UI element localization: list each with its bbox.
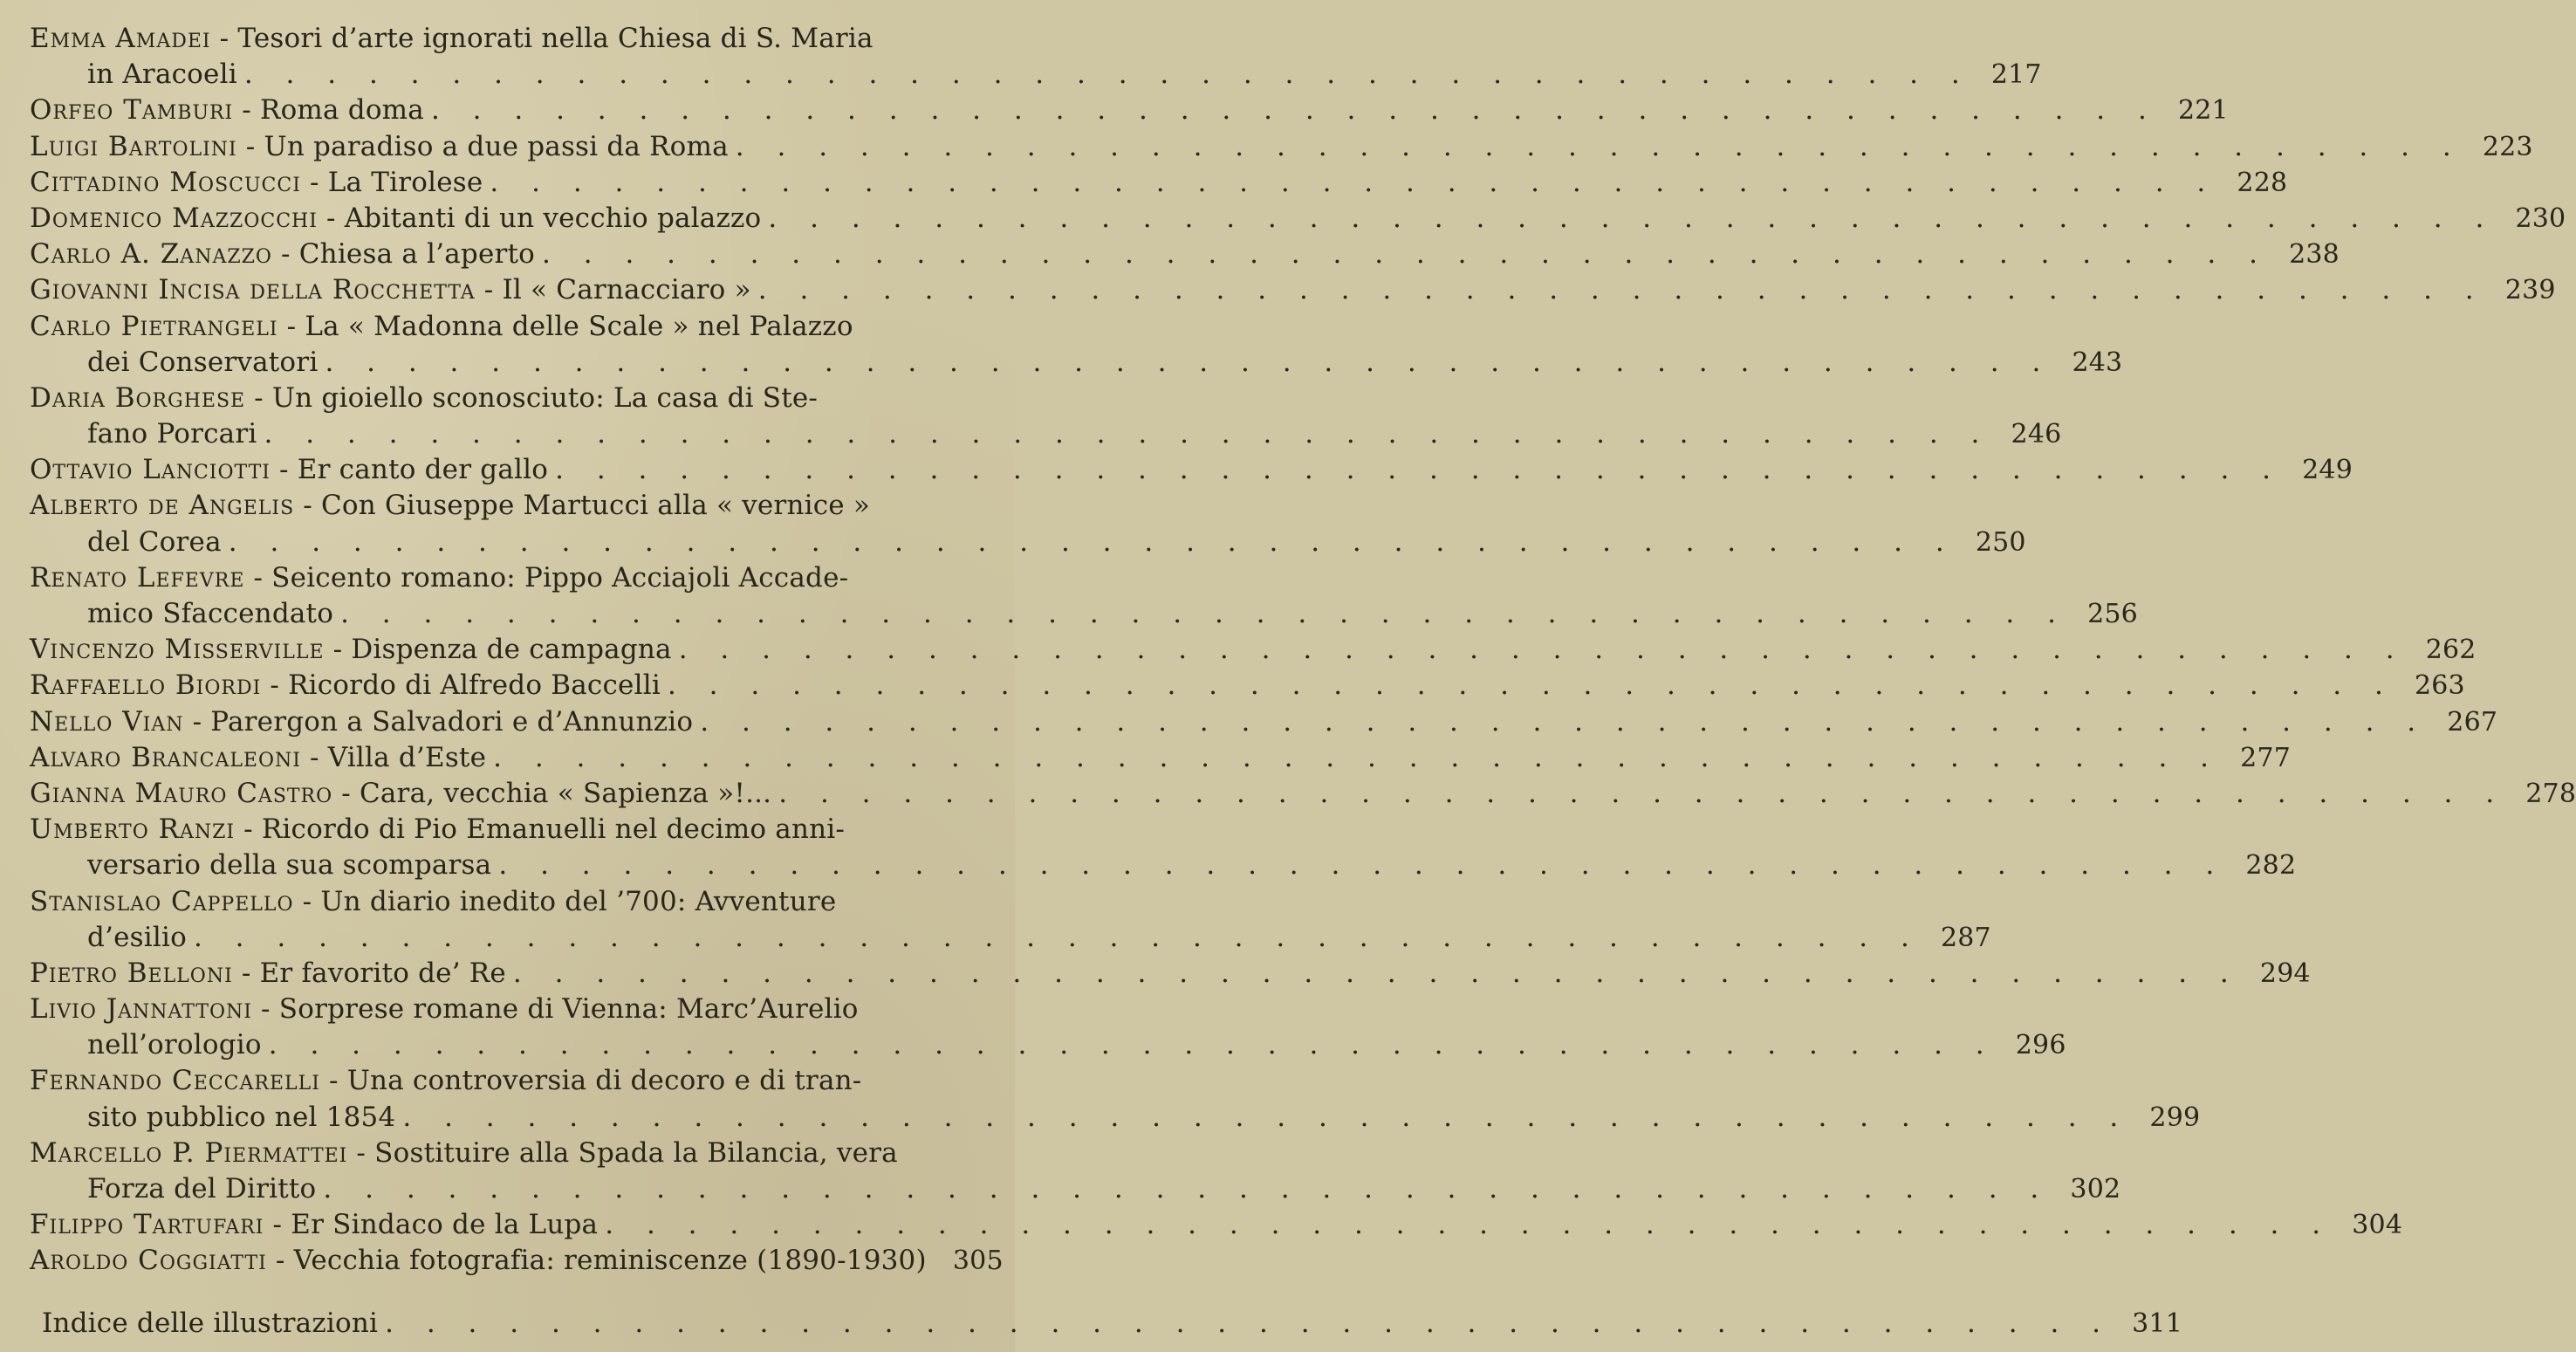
entry-title-continuation: Forza del Diritto <box>87 1173 317 1204</box>
toc-entry-continuation <box>30 1171 2121 1207</box>
dot-leader: . . . . . . . . . . . . . . . . . . . . . . . . . . . . . . . . . . . . . . . . . . <box>325 346 2053 378</box>
toc-entry <box>30 632 2477 668</box>
dot-leader: . . . . . . . . . . . . . . . . . . . . . . . . . . . . . . . . . . . . . . . . . . <box>340 598 2068 629</box>
entry-title: - Parergon a Salvadori e d’Annunzio <box>183 705 694 738</box>
toc-entry-continuation <box>30 57 2042 93</box>
entry-heading <box>30 309 853 345</box>
entry-title: - Er favorito de’ Re <box>232 957 506 989</box>
entry-title: - Seicento romano: Pippo Acciajoli Accade- <box>244 561 849 594</box>
toc-entry-line <box>30 992 990 1027</box>
entry-title: - Roma doma <box>233 94 424 127</box>
entry-title-continuation: del Corea <box>87 525 222 558</box>
entry-title: - La « Madonna delle Scale » nel Palazzo <box>277 310 853 342</box>
entry-author: Domenico Mazzocchi <box>30 202 318 234</box>
entry-heading <box>30 452 548 488</box>
dot-leader: . . . . . . . . . . . . . . . . . . . . . . . . . . . . . . . . . . . . . . . . . . <box>757 274 2486 306</box>
entry-title: - Tesori d’arte ignorati nella Chiesa di S. Maria <box>210 23 874 54</box>
entry-heading <box>30 488 870 524</box>
entry-heading <box>30 776 771 812</box>
entry-title: - Ricordo di Alfredo Baccelli <box>261 669 661 702</box>
toc-entry <box>30 129 2533 165</box>
entry-heading <box>30 632 672 668</box>
entry-title: - Sorprese romane di Vienna: Marc’Aurelio <box>251 993 859 1026</box>
entry-author: Carlo A. Zanazzo <box>30 238 272 271</box>
dot-leader: . . . . . . . . . . . . . . . . . . . . . . . . . . . . . . . . . . . . . . . . . . <box>778 777 2507 809</box>
entry-author: Renato Lefevre <box>30 561 245 594</box>
index-page-number: 311 <box>2132 1307 2183 1339</box>
entry-page-number: 304 <box>2352 1210 2403 1241</box>
entry-heading <box>30 668 661 703</box>
entry-page-number: 223 <box>2482 131 2533 162</box>
entry-page-number: 217 <box>1990 59 2042 91</box>
dot-leader: . . . . . . . . . . . . . . . . . . . . . . . . . . . . . . . . . . . . . . . . . . <box>385 1307 2114 1339</box>
toc-entry <box>30 704 2498 740</box>
entry-author: Orfeo Tamburi <box>30 94 234 127</box>
entry-author: Marcello P. Piermattei <box>30 1136 348 1169</box>
entry-page-number: 230 <box>2515 202 2566 234</box>
entry-author: Pietro Belloni <box>30 957 233 989</box>
entry-title: - La Tirolese <box>300 166 483 198</box>
dot-leader: . . . . . . . . . . . . . . . . . . . . . . . . . . . . . . . . . . . . . . . . . . <box>678 634 2407 666</box>
toc-entry-line <box>30 1207 2403 1243</box>
entry-title: - Ricordo di Pio Emanuelli nel decimo anni- <box>235 813 846 846</box>
toc-entry-line <box>30 165 2288 201</box>
entry-title: - Villa d’Este <box>300 741 487 773</box>
entry-title: - Con Giuseppe Martucci alla « vernice » <box>294 490 871 522</box>
toc-entry <box>30 452 2353 488</box>
entry-page-number: 221 <box>2177 95 2229 127</box>
toc-entry-line <box>30 272 2556 308</box>
entry-title: - Il « Carnacciaro » <box>475 274 751 306</box>
dot-leader: . . . . . . . . . . . . . . . . . . . . . . . . . . . . . . . . . . . . . . . . . . <box>555 454 2284 486</box>
toc-entry-continuation <box>30 416 2062 452</box>
dot-leader: . . . . . . . . . . . . . . . . . . . . . . . . . . . . . . . . . . . . . . . . . . <box>493 741 2222 773</box>
entry-page-number: 287 <box>1940 922 1991 953</box>
dot-leader: . . . . . . . . . . . . . . . . . . . . . . . . . . . . . . . . . . . . . . . . . . <box>228 525 1956 558</box>
entry-page-number: 282 <box>2245 850 2297 882</box>
dot-leader: . . . . . . . . . . . . . . . . . . . . . . . . . . . . . . . . . . . . . . . . . . <box>402 1101 2131 1133</box>
toc-entry <box>30 1136 2121 1207</box>
entry-author: Emma Amadei <box>30 23 211 54</box>
toc-entry-line <box>30 704 2498 740</box>
entry-heading <box>30 1136 898 1171</box>
dot-leader: . . . . . . . . . . . . . . . . . . . . . . . . . . . . . . . . . . . . . . . . . . <box>264 418 1992 450</box>
toc-entry <box>30 488 2026 559</box>
entry-author: Aroldo Coggiatti <box>30 1245 267 1277</box>
entry-author: Daria Borghese <box>30 381 246 414</box>
toc-entry <box>30 560 2138 632</box>
dot-leader: . . . . . . . . . . . . . . . . . . . . . . . . . . . . . . . . . . . . . . . . . . <box>512 957 2241 989</box>
entry-title: - Un gioiello sconosciuto: La casa di Ste- <box>245 381 819 414</box>
entry-title-continuation: sito pubblico nel 1854 <box>87 1101 396 1133</box>
entry-title-continuation: d’esilio <box>87 921 187 953</box>
dot-leader: . . . . . . . . . . . . . . . . . . . . . . . . . . . . . . . . . . . . . . . . . . <box>268 1029 1997 1061</box>
entry-title: - Vecchia fotografia: reminiscenze (1890-1930) <box>266 1245 927 1277</box>
dot-leader: . . . . . . . . . . . . . . . . . . . . . . . . . . . . . . . . . . . . . . . . . . <box>667 669 2395 702</box>
toc-entry <box>30 165 2288 201</box>
entry-title: - Abitanti di un vecchio palazzo <box>317 202 762 234</box>
dot-leader: . . . . . . . . . . . . . . . . . . . . . . . . . . . . . . . . . . . . . . . . . . <box>193 921 1922 953</box>
toc-entry-line <box>30 129 2533 165</box>
entry-heading <box>30 704 693 740</box>
entry-title-continuation: in Aracoeli <box>87 58 237 91</box>
dot-leader: . . . . . . . . . . . . . . . . . . . . . . . . . . . . . . . . . . . . . . . . . . <box>243 58 1972 91</box>
entry-title: - Er canto der gallo <box>270 454 549 486</box>
entry-page-number: 299 <box>2149 1102 2201 1133</box>
entry-title: - Un paradiso a due passi da Roma <box>236 130 729 162</box>
entry-heading <box>30 812 845 848</box>
toc-entry-line <box>30 93 2229 128</box>
toc-entry <box>30 93 2229 128</box>
toc-entry <box>30 1063 2201 1135</box>
toc-entry-line <box>30 381 990 416</box>
toc-entry-continuation <box>30 1027 2066 1063</box>
entry-heading <box>30 1063 861 1099</box>
toc-entry-line <box>30 740 2292 776</box>
entry-heading <box>30 1207 598 1243</box>
entry-title-continuation: versario della sua scomparsa <box>87 849 492 882</box>
entry-heading <box>30 381 818 416</box>
dot-leader: . . . . . . . . . . . . . . . . . . . . . . . . . . . . . . . . . . . . . . . . . . <box>323 1173 2052 1204</box>
entry-page-number: 267 <box>2447 706 2498 738</box>
toc-entry <box>30 381 2062 452</box>
toc-entry-line <box>30 1243 1004 1279</box>
entry-page-number: 243 <box>2072 347 2123 378</box>
dot-leader: . . . . . . . . . . . . . . . . . . . . . . . . . . . . . . . . . . . . . . . . . . <box>700 705 2429 738</box>
toc-entry-continuation <box>30 920 1991 956</box>
entry-heading <box>30 272 751 308</box>
toc-entry-line <box>30 776 2576 812</box>
dot-leader: . . . . . . . . . . . . . . . . . . . . . . . . . . . . . . . . . . . . . . . . . . <box>430 94 2159 127</box>
entry-author: Umberto Ranzi <box>30 813 236 846</box>
entry-author: Cittadino Moscucci <box>30 166 301 198</box>
toc-entry <box>30 309 2123 381</box>
entry-author: Raffaello Biordi <box>30 669 262 702</box>
toc-entry-line <box>30 237 2340 272</box>
entry-author: Vincenzo Misserville <box>30 634 325 666</box>
entry-heading <box>30 560 848 596</box>
toc-entry <box>30 237 2340 272</box>
toc-entry-line <box>30 956 2311 992</box>
entry-page-number: 294 <box>2259 957 2311 989</box>
toc-entry-line <box>30 488 990 524</box>
toc-entry-line <box>30 1063 990 1099</box>
entry-page-number: 277 <box>2240 742 2292 773</box>
entry-page-number: 256 <box>2087 599 2138 629</box>
entry-heading <box>30 237 535 272</box>
entry-page-number: 228 <box>2237 167 2288 198</box>
toc-entry-line <box>30 812 990 848</box>
toc-entry <box>30 992 2066 1063</box>
entry-heading <box>30 165 483 201</box>
toc-entry <box>30 1243 1004 1279</box>
entry-page-number: 250 <box>1975 526 2026 558</box>
entry-author: Alberto de Angelis <box>30 490 295 522</box>
entry-title-continuation: dei Conservatori <box>87 346 319 378</box>
entry-author: Filippo Tartufari <box>30 1209 264 1241</box>
toc-entry-line <box>30 21 990 57</box>
entry-author: Nello Vian <box>30 705 184 738</box>
toc-entry-continuation <box>30 1100 2201 1136</box>
entry-heading <box>30 740 486 776</box>
entry-page-number: 296 <box>2015 1030 2066 1061</box>
entry-title: - Sostituire alla Spada la Bilancia, vera <box>347 1136 898 1169</box>
entry-title: - Dispenza de campagna <box>324 634 672 666</box>
entry-author: Fernando Ceccarelli <box>30 1065 320 1097</box>
table-of-contents <box>30 21 2576 1342</box>
entry-title-continuation: mico Sfaccendato <box>87 598 334 629</box>
entry-author: Gianna Mauro Castro <box>30 777 333 809</box>
entry-author: Alvaro Brancaleoni <box>30 741 301 773</box>
entry-author: Stanislao Cappello <box>30 885 294 917</box>
toc-entry-line <box>30 560 990 596</box>
entry-author: Ottavio Lanciotti <box>30 454 271 486</box>
toc-entry-line <box>30 1136 990 1171</box>
entry-author: Giovanni Incisa della Rocchetta <box>30 274 476 306</box>
entry-heading <box>30 129 729 165</box>
toc-entry <box>30 21 2042 93</box>
entry-heading <box>30 884 836 920</box>
entry-heading <box>30 93 424 128</box>
toc-entry <box>30 884 1991 956</box>
toc-entry-continuation <box>30 596 2138 632</box>
entry-heading <box>30 956 506 992</box>
entry-page-number: 239 <box>2504 275 2556 306</box>
toc-entry <box>30 1207 2403 1243</box>
toc-entry <box>30 740 2292 776</box>
entry-heading <box>30 992 859 1027</box>
toc-entry-line <box>30 309 990 345</box>
entry-page-number: 263 <box>2414 670 2465 702</box>
entry-title-continuation: fano Porcari <box>87 418 257 450</box>
entry-page-number: 305 <box>952 1246 1004 1277</box>
toc-entry-line <box>30 201 2566 237</box>
entry-title: - Cara, vecchia « Sapienza »!... <box>332 777 772 809</box>
entry-page-number: 302 <box>2070 1174 2121 1204</box>
dot-leader: . . . . . . . . . . . . . . . . . . . . . . . . . . . . . . . . . . . . . . . . . . <box>605 1209 2333 1241</box>
dot-leader: . . . . . . . . . . . . . . . . . . . . . . . . . . . . . . . . . . . . . . . . . . <box>542 238 2270 271</box>
dot-leader: . . . . . . . . . . . . . . . . . . . . . . . . . . . . . . . . . . . . . . . . . . <box>498 849 2227 882</box>
toc-entry <box>30 201 2566 237</box>
toc-entry <box>30 776 2576 812</box>
dot-leader: . . . . . . . . . . . . . . . . . . . . . . . . . . . . . . . . . . . . . . . . . . <box>490 166 2218 198</box>
entry-title: - Un diario inedito del ’700: Avventure <box>293 885 837 917</box>
entry-author: Luigi Bartolini <box>30 130 237 162</box>
entry-author: Livio Jannattoni <box>30 993 252 1026</box>
toc-entry-line <box>30 452 2353 488</box>
entry-title: - Er Sindaco de la Lupa <box>264 1209 599 1241</box>
toc-entry-line <box>30 632 2477 668</box>
entry-page-number: 238 <box>2289 239 2340 271</box>
toc-entry-line <box>30 668 2465 703</box>
entry-heading <box>30 1243 927 1279</box>
toc-entry <box>30 272 2556 308</box>
entry-page-number: 278 <box>2525 778 2576 809</box>
toc-entry <box>30 668 2465 703</box>
index-title: Indice delle illustrazioni <box>42 1307 379 1339</box>
toc-entry-continuation <box>30 848 2297 883</box>
dot-leader: . . . . . . . . . . . . . . . . . . . . . . . . . . . . . . . . . . . . . . . . . . <box>735 130 2463 162</box>
entry-heading <box>30 201 761 237</box>
toc-entry-continuation <box>30 525 2026 560</box>
entry-page-number: 249 <box>2302 455 2353 486</box>
dot-leader: . . . . . . . . . . . . . . . . . . . . . . . . . . . . . . . . . . . . . . . . . . <box>768 202 2497 234</box>
toc-entry <box>30 956 2311 992</box>
entry-page-number: 246 <box>2011 419 2062 450</box>
toc-entry <box>30 812 2297 883</box>
toc-entry-line <box>30 1306 2183 1342</box>
toc-entry-continuation <box>30 345 2123 381</box>
entry-title-continuation: nell’orologio <box>87 1029 262 1061</box>
entry-heading <box>30 21 874 57</box>
entry-page-number: 262 <box>2425 635 2477 666</box>
illustrations-index-entry <box>30 1306 2183 1342</box>
toc-entry-line <box>30 884 990 920</box>
entry-author: Carlo Pietrangeli <box>30 310 278 342</box>
entry-title: - Una controversia di decoro e di tran- <box>319 1065 862 1097</box>
entry-title: - Chiesa a l’aperto <box>271 238 536 271</box>
